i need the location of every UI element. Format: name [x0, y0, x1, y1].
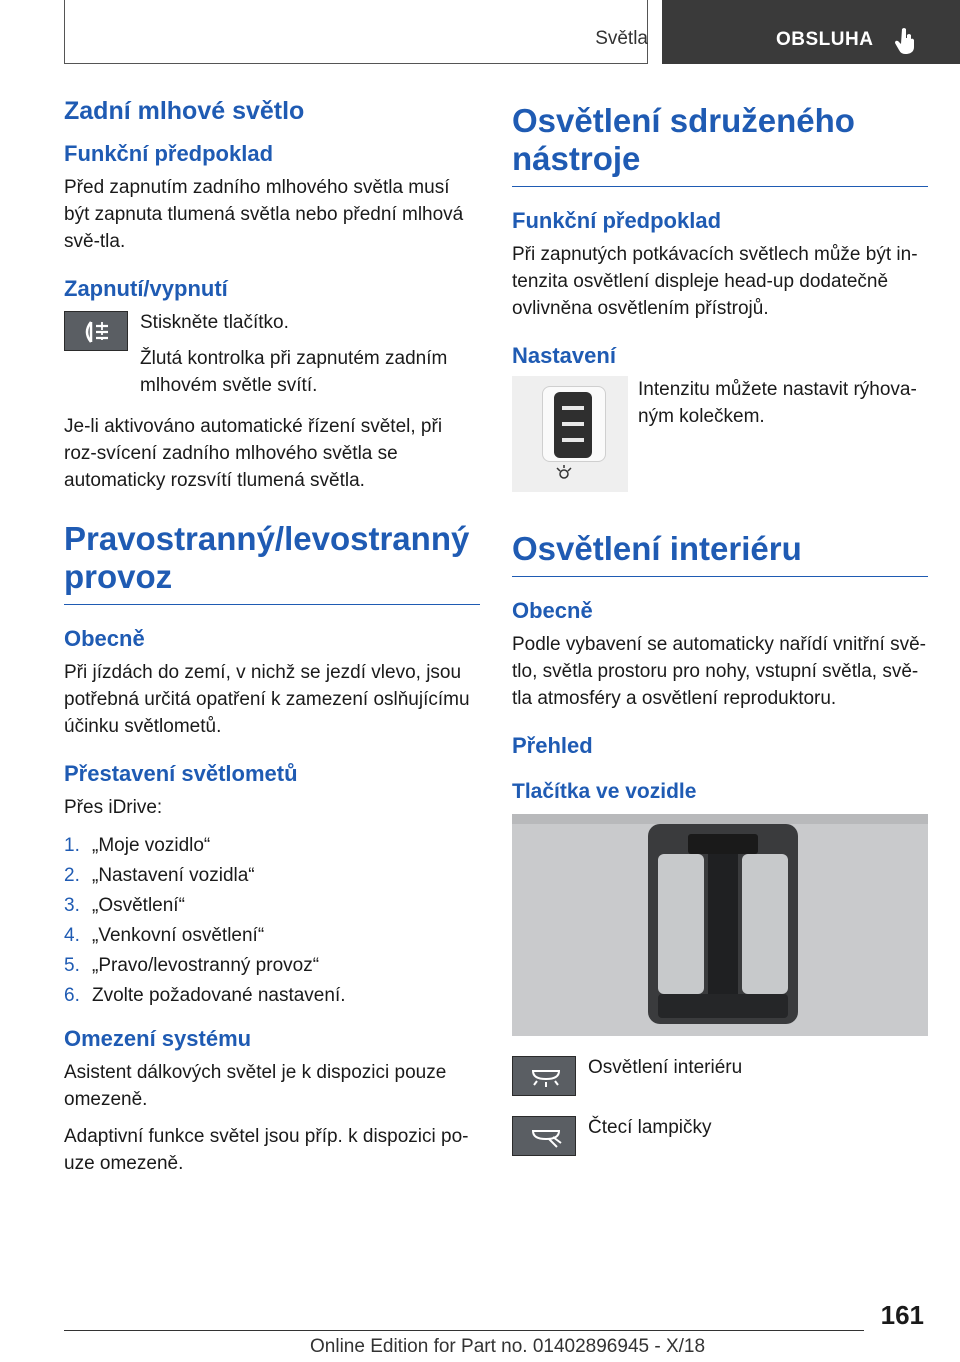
- steps-list: [64, 831, 480, 1011]
- rear-fog-prereq-text: Před zapnutím zadního mlhového světla musí být zapnuta tlumená světla nebo přední mlhová svě‐tla.: [64, 177, 464, 252]
- limits-text-2: Adaptivní funkce světel jsou příp. k dispozici po‐uze omezeně.: [64, 1126, 469, 1174]
- roof-console-image: [512, 814, 928, 1036]
- header-frame: [64, 0, 648, 64]
- list-item: 2. „Nastavení vozidla“: [64, 865, 255, 886]
- auto-light-text: Je-li aktivováno automatické řízení světel, při roz‐svícení zadního mlhového světla se automaticky rozsvítí tlumená světla.: [64, 416, 443, 491]
- interior-light-icon: [512, 1056, 576, 1096]
- headlight-adjust-title: Přestavení světlometů: [64, 761, 298, 786]
- legend-interior-light: [512, 1054, 928, 1110]
- left-column: [64, 96, 480, 1187]
- rear-fog-light-icon: [64, 311, 128, 351]
- limits-title: Omezení systému: [64, 1026, 252, 1051]
- interior-general-text: Podle vybavení se automaticky nařídí vnitřní svě‐tlo, světla prostoru pro nohy, vstupní světla, svě‐tla atmosféry a osvětlení reproduktoru.: [512, 634, 926, 709]
- instrument-prereq-text: Při zapnutých potkávacích světlech může být in‐tenzita osvětlení displeje head-up dodatečně ovlivněna osvětlením přístrojů.: [512, 244, 918, 319]
- hand-pointer-icon: [893, 27, 917, 55]
- list-item: 1. „Moje vozidlo“: [64, 835, 211, 856]
- list-item: 4. „Venkovní osvětlení“: [64, 925, 265, 946]
- section-title: Světla: [595, 28, 648, 49]
- indicator-text: Žlutá kontrolka při zapnutém zadním mlhovém světle svítí.: [140, 348, 448, 396]
- chapter-tab-label: OBSLUHA: [776, 29, 874, 50]
- reading-lamp-icon: [512, 1116, 576, 1156]
- overview-title: Přehled: [512, 733, 593, 758]
- page-number: 161: [880, 1300, 924, 1330]
- rear-fog-prereq-title: Funkční předpoklad: [64, 141, 274, 166]
- setting-text: Intenzitu můžete nastavit rýhova‐ným kolečkem.: [638, 379, 917, 427]
- legend-reading-lamp: [512, 1114, 928, 1170]
- idrive-intro: Přes iDrive:: [64, 797, 163, 818]
- limits-text-1: Asistent dálkových světel je k dispozici pouze omezeně.: [64, 1062, 447, 1110]
- interior-general-title: Obecně: [512, 598, 593, 623]
- traffic-title: Pravostranný/levostranný provoz: [64, 520, 480, 605]
- rear-fog-onoff-title: Zapnutí/vypnutí: [64, 276, 228, 301]
- legend-interior-label: Osvětlení interiéru: [588, 1057, 743, 1078]
- rear-fog-instruction: [64, 309, 480, 363]
- legend-reading-label: Čtecí lampičky: [588, 1117, 712, 1138]
- instrument-prereq-title: Funkční předpoklad: [512, 208, 722, 233]
- traffic-general-text: Při jízdách do zemí, v nichž se jezdí vlevo, jsou potřebná určitá opatření k zamezení oslňujícímu účinku světlometů.: [64, 662, 470, 737]
- list-item: 3. „Osvětlení“: [64, 895, 185, 916]
- rear-fog-title: Zadní mlhové světlo: [64, 97, 305, 125]
- setting-block: [512, 376, 928, 500]
- list-item: 6. Zvolte požadované nastavení.: [64, 985, 346, 1006]
- press-text: Stiskněte tlačítko.: [140, 312, 289, 333]
- footer-edition: Online Edition for Part no. 01402896945 - X/18: [310, 1336, 706, 1357]
- traffic-general-title: Obecně: [64, 626, 145, 651]
- right-column: [512, 96, 928, 1174]
- dimmer-wheel-image: [512, 376, 628, 492]
- dimmer-symbol-icon: [554, 464, 576, 482]
- list-item: 5. „Pravo/levostranný provoz“: [64, 955, 320, 976]
- footer-divider: [64, 1330, 864, 1331]
- buttons-title: Tlačítka ve vozidle: [512, 780, 697, 803]
- interior-title: Osvětlení interiéru: [512, 530, 928, 577]
- setting-title: Nastavení: [512, 343, 616, 368]
- instrument-title: Osvětlení sdruženého nástroje: [512, 102, 928, 187]
